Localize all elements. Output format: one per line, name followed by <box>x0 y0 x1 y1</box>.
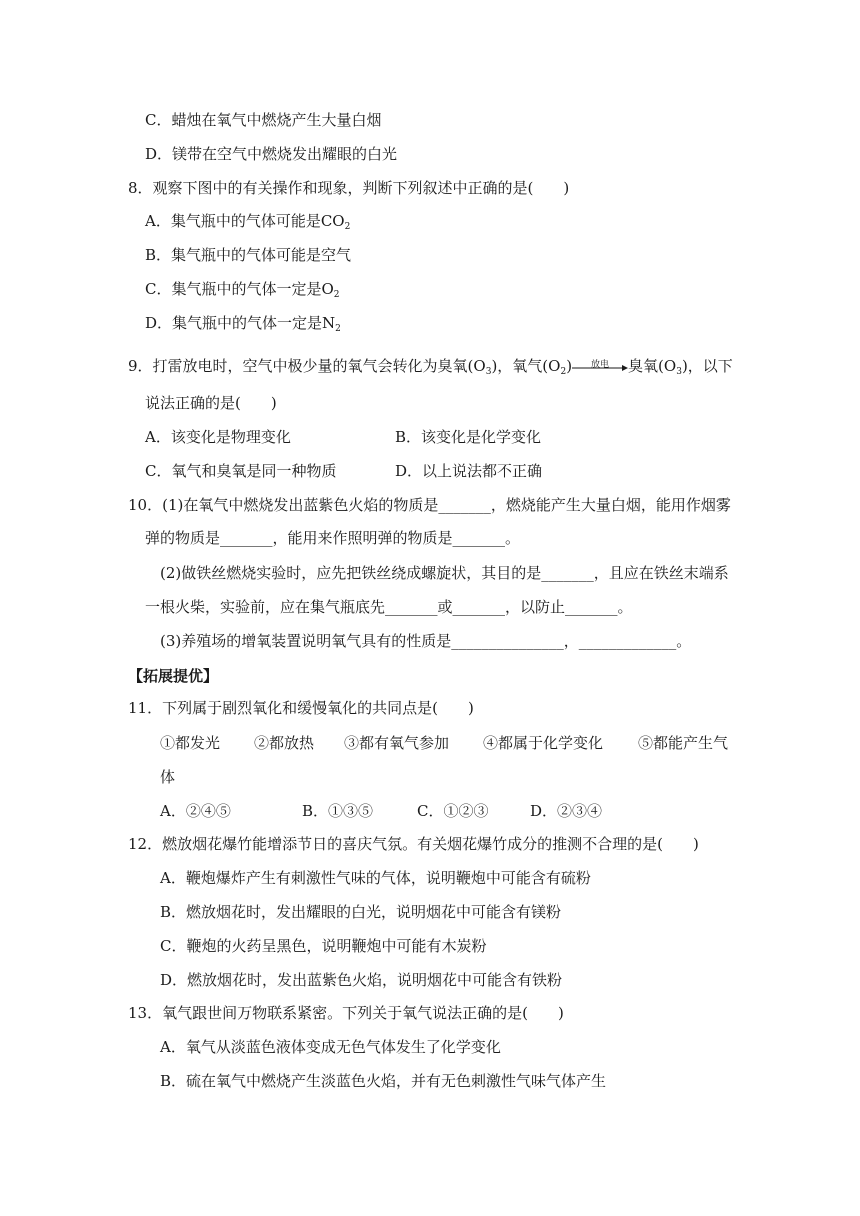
q7-option-d: D．镁带在空气中燃烧发出耀眼的白光 <box>145 145 398 163</box>
q12-option-c: C．鞭炮的火药呈黑色，说明鞭炮中可能有木炭粉 <box>160 937 487 955</box>
q9-option-c: C．氧气和臭氧是同一种物质 <box>145 462 337 480</box>
reaction-arrow <box>572 357 628 377</box>
q11-statement-1: ①都发光 <box>160 734 221 752</box>
q8-option-a: A．集气瓶中的气体可能是$CO_2$ <box>145 212 351 232</box>
q11-option-d: D．②③④ <box>530 802 603 820</box>
q13-stem: 13．氧气跟世间万物联系紧密。下列关于氧气说法正确的是( ) <box>128 1004 564 1022</box>
q11-stem: 11．下列属于剧烈氧化和缓慢氧化的共同点是( ) <box>128 699 474 717</box>
q7-option-c: C．蜡烛在氧气中燃烧产生大量白烟 <box>145 111 382 129</box>
q8-option-d: D．集气瓶中的气体一定是$N_2$ <box>145 314 341 334</box>
q9-stem-line2: 说法正确的是( ) <box>145 394 277 412</box>
q10-line2: 弹的物质是_______，能用来作照明弹的物质是_______。 <box>145 529 521 547</box>
q10-line1: 10．(1)在氧气中燃烧发出蓝紫色火焰的物质是_______，燃烧能产生大量白烟，能用作烟雾 <box>128 496 731 514</box>
q11-option-a: A．②④⑤ <box>160 802 231 820</box>
q9-option-a: A．该变化是物理变化 <box>145 428 291 446</box>
q13-option-a: A．氧气从淡蓝色液体变成无色气体发生了化学变化 <box>160 1038 501 1056</box>
q8-stem: 8．观察下图中的有关操作和现象，判断下列叙述中正确的是( ) <box>128 179 570 197</box>
section-title-extension: 【拓展提优】 <box>128 667 219 685</box>
q11-statement-5: ⑤都能产生气 <box>638 734 729 752</box>
q11-statement-4: ④都属于化学变化 <box>483 734 604 752</box>
q10-line3: (2)做铁丝燃烧实验时，应先把铁丝绕成螺旋状，其目的是_______，且应在铁丝末端系 <box>160 564 729 582</box>
q9-option-b: B．该变化是化学变化 <box>395 428 542 446</box>
q11-statement-5-cont: 体 <box>160 768 176 786</box>
q11-option-c: C．①②③ <box>417 802 489 820</box>
q12-option-d: D．燃放烟花时，发出蓝紫色火焰，说明烟花中可能含有铁粉 <box>160 971 563 989</box>
q8-option-b: B．集气瓶中的气体可能是空气 <box>145 246 352 264</box>
arrow-label: 放电 <box>591 360 610 370</box>
q11-option-b: B．①③⑤ <box>302 802 374 820</box>
q11-statement-2: ②都放热 <box>254 734 315 752</box>
q8-option-c: C．集气瓶中的气体一定是$O_2$ <box>145 280 340 300</box>
q9-option-d: D．以上说法都不正确 <box>395 462 543 480</box>
q12-stem: 12．燃放烟花爆竹能增添节日的喜庆气氛。有关烟花爆竹成分的推测不合理的是( ) <box>128 835 699 853</box>
q11-statement-3: ③都有氧气参加 <box>344 734 450 752</box>
q13-option-b: B．硫在氧气中燃烧产生淡蓝色火焰，并有无色刺激性气味气体产生 <box>160 1072 607 1090</box>
q12-option-a: A．鞭炮爆炸产生有刺激性气味的气体，说明鞭炮中可能含有硫粉 <box>160 869 591 887</box>
q9-stem: 9．打雷放电时，空气中极少量的氧气会转化为臭氧$(O_3)$，氧气$(O_2)$ 放电 臭氧$(O_3)$，以下 <box>128 357 733 377</box>
q10-line5: (3)养殖场的增氧装置说明氧气具有的性质是_______________，_____________。 <box>160 632 692 650</box>
q10-line4: 一根火柴，实验前，应在集气瓶底先_______或_______，以防止_______。 <box>145 598 633 616</box>
q12-option-b: B．燃放烟花时，发出耀眼的白光，说明烟花中可能含有镁粉 <box>160 903 562 921</box>
